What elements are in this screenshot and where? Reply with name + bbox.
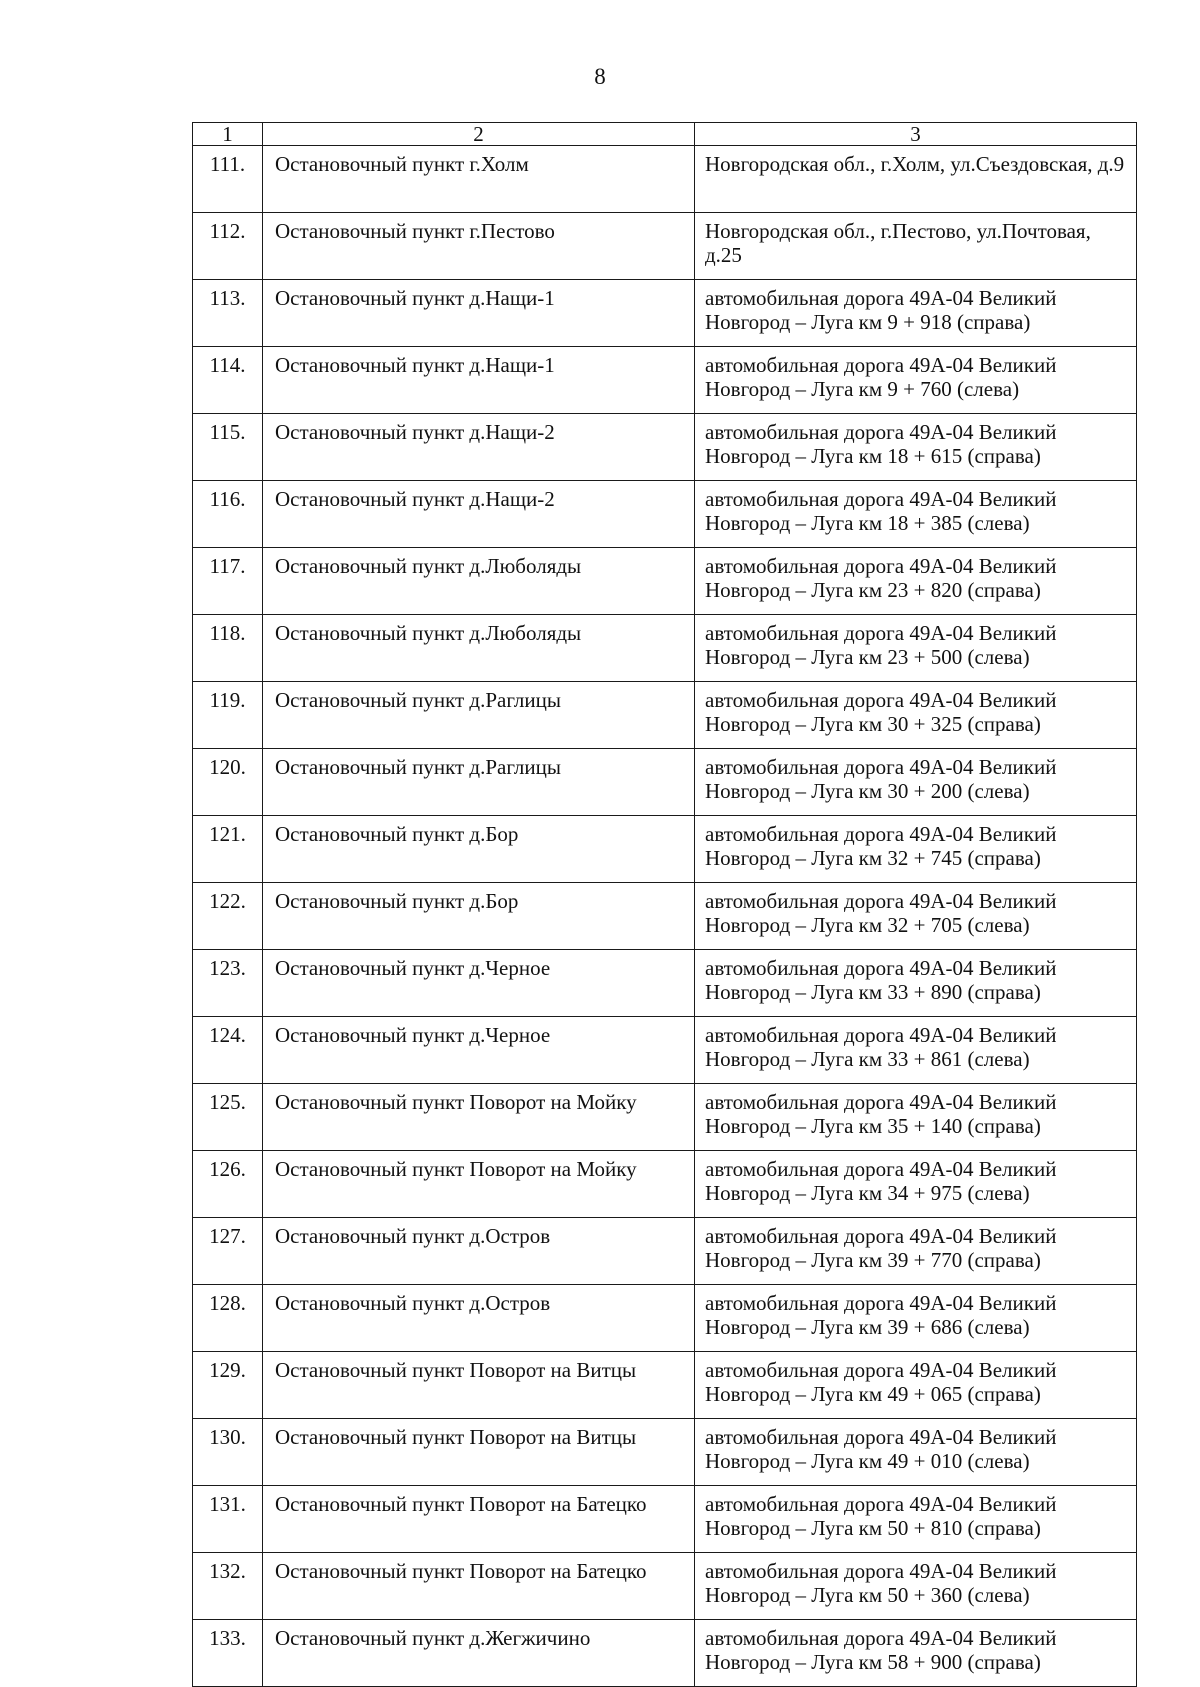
row-number: 123. [193, 950, 263, 1017]
stop-name: Остановочный пункт Поворот на Батецко [263, 1486, 695, 1553]
stop-name: Остановочный пункт д.Остров [263, 1218, 695, 1285]
row-number: 122. [193, 883, 263, 950]
row-number: 132. [193, 1553, 263, 1620]
table-row [193, 1084, 1137, 1151]
stop-name: Остановочный пункт д.Нащи-1 [263, 347, 695, 414]
row-number: 130. [193, 1419, 263, 1486]
stop-name: Остановочный пункт д.Черное [263, 1017, 695, 1084]
stop-address: Новгородская обл., г.Холм, ул.Съездовская, д.9 [695, 146, 1137, 213]
stop-address: автомобильная дорога 49А-04 Великий Новгород – Луга км 35 + 140 (справа) [695, 1084, 1137, 1151]
table-row [193, 1419, 1137, 1486]
stop-name: Остановочный пункт д.Раглицы [263, 682, 695, 749]
stop-address: Новгородская обл., г.Пестово, ул.Почтовая, д.25 [695, 213, 1137, 280]
stop-address: автомобильная дорога 49А-04 Великий Новгород – Луга км 33 + 890 (справа) [695, 950, 1137, 1017]
stop-address: автомобильная дорога 49А-04 Великий Новгород – Луга км 23 + 500 (слева) [695, 615, 1137, 682]
stop-name: Остановочный пункт д.Люболяды [263, 615, 695, 682]
table-body [193, 146, 1137, 1687]
row-number: 113. [193, 280, 263, 347]
table-row [193, 1151, 1137, 1218]
column-header-1: 1 [193, 123, 263, 146]
stop-name: Остановочный пункт Поворот на Мойку [263, 1084, 695, 1151]
table-row [193, 682, 1137, 749]
row-number: 126. [193, 1151, 263, 1218]
stop-name: Остановочный пункт д.Нащи-2 [263, 414, 695, 481]
stop-address: автомобильная дорога 49А-04 Великий Новгород – Луга км 9 + 918 (справа) [695, 280, 1137, 347]
table-row [193, 816, 1137, 883]
stop-address: автомобильная дорога 49А-04 Великий Новгород – Луга км 39 + 686 (слева) [695, 1285, 1137, 1352]
table-row [193, 749, 1137, 816]
stop-name: Остановочный пункт Поворот на Мойку [263, 1151, 695, 1218]
row-number: 120. [193, 749, 263, 816]
stop-name: Остановочный пункт д.Бор [263, 883, 695, 950]
stop-address: автомобильная дорога 49А-04 Великий Новгород – Луга км 50 + 360 (слева) [695, 1553, 1137, 1620]
stop-address: автомобильная дорога 49А-04 Великий Новгород – Луга км 33 + 861 (слева) [695, 1017, 1137, 1084]
table-row [193, 1486, 1137, 1553]
stop-address: автомобильная дорога 49А-04 Великий Новгород – Луга км 49 + 010 (слева) [695, 1419, 1137, 1486]
table-row [193, 347, 1137, 414]
table-row [193, 1218, 1137, 1285]
stop-name: Остановочный пункт Поворот на Витцы [263, 1352, 695, 1419]
stop-address: автомобильная дорога 49А-04 Великий Новгород – Луга км 9 + 760 (слева) [695, 347, 1137, 414]
table-row [193, 1017, 1137, 1084]
table-row [193, 146, 1137, 213]
stop-address: автомобильная дорога 49А-04 Великий Новгород – Луга км 30 + 200 (слева) [695, 749, 1137, 816]
row-number: 127. [193, 1218, 263, 1285]
row-number: 118. [193, 615, 263, 682]
stop-name: Остановочный пункт г.Холм [263, 146, 695, 213]
stop-address: автомобильная дорога 49А-04 Великий Новгород – Луга км 23 + 820 (справа) [695, 548, 1137, 615]
row-number: 116. [193, 481, 263, 548]
table-row [193, 481, 1137, 548]
stop-address: автомобильная дорога 49А-04 Великий Новгород – Луга км 32 + 745 (справа) [695, 816, 1137, 883]
stop-address: автомобильная дорога 49А-04 Великий Новгород – Луга км 34 + 975 (слева) [695, 1151, 1137, 1218]
row-number: 125. [193, 1084, 263, 1151]
stop-name: Остановочный пункт г.Пестово [263, 213, 695, 280]
stop-address: автомобильная дорога 49А-04 Великий Новгород – Луга км 30 + 325 (справа) [695, 682, 1137, 749]
stop-name: Остановочный пункт д.Остров [263, 1285, 695, 1352]
stop-name: Остановочный пункт д.Жегжичино [263, 1620, 695, 1687]
stop-name: Остановочный пункт д.Черное [263, 950, 695, 1017]
row-number: 119. [193, 682, 263, 749]
stop-name: Остановочный пункт д.Люболяды [263, 548, 695, 615]
table-row [193, 950, 1137, 1017]
row-number: 121. [193, 816, 263, 883]
row-number: 131. [193, 1486, 263, 1553]
row-number: 129. [193, 1352, 263, 1419]
stop-address: автомобильная дорога 49А-04 Великий Новгород – Луга км 39 + 770 (справа) [695, 1218, 1137, 1285]
page-number: 8 [594, 64, 606, 89]
stop-name: Остановочный пункт д.Нащи-1 [263, 280, 695, 347]
table-row [193, 414, 1137, 481]
stop-name: Остановочный пункт д.Бор [263, 816, 695, 883]
row-number: 111. [193, 146, 263, 213]
stop-name: Остановочный пункт д.Раглицы [263, 749, 695, 816]
row-number: 114. [193, 347, 263, 414]
table-row [193, 1553, 1137, 1620]
table-row [193, 883, 1137, 950]
stop-name: Остановочный пункт Поворот на Батецко [263, 1553, 695, 1620]
table-row [193, 1352, 1137, 1419]
row-number: 115. [193, 414, 263, 481]
table-row [193, 548, 1137, 615]
column-header-2: 2 [263, 123, 695, 146]
row-number: 117. [193, 548, 263, 615]
column-header-3: 3 [695, 123, 1137, 146]
table-header-row [193, 123, 1137, 146]
table-row [193, 213, 1137, 280]
table-row [193, 1285, 1137, 1352]
table-row [193, 280, 1137, 347]
stop-address: автомобильная дорога 49А-04 Великий Новгород – Луга км 58 + 900 (справа) [695, 1620, 1137, 1687]
stop-address: автомобильная дорога 49А-04 Великий Новгород – Луга км 18 + 615 (справа) [695, 414, 1137, 481]
stop-address: автомобильная дорога 49А-04 Великий Новгород – Луга км 49 + 065 (справа) [695, 1352, 1137, 1419]
stop-address: автомобильная дорога 49А-04 Великий Новгород – Луга км 32 + 705 (слева) [695, 883, 1137, 950]
row-number: 128. [193, 1285, 263, 1352]
stop-name: Остановочный пункт Поворот на Витцы [263, 1419, 695, 1486]
row-number: 124. [193, 1017, 263, 1084]
stop-address: автомобильная дорога 49А-04 Великий Новгород – Луга км 50 + 810 (справа) [695, 1486, 1137, 1553]
table-row [193, 615, 1137, 682]
stop-address: автомобильная дорога 49А-04 Великий Новгород – Луга км 18 + 385 (слева) [695, 481, 1137, 548]
table-row [193, 1620, 1137, 1687]
stops-table [192, 122, 1137, 1687]
stop-name: Остановочный пункт д.Нащи-2 [263, 481, 695, 548]
row-number: 112. [193, 213, 263, 280]
row-number: 133. [193, 1620, 263, 1687]
